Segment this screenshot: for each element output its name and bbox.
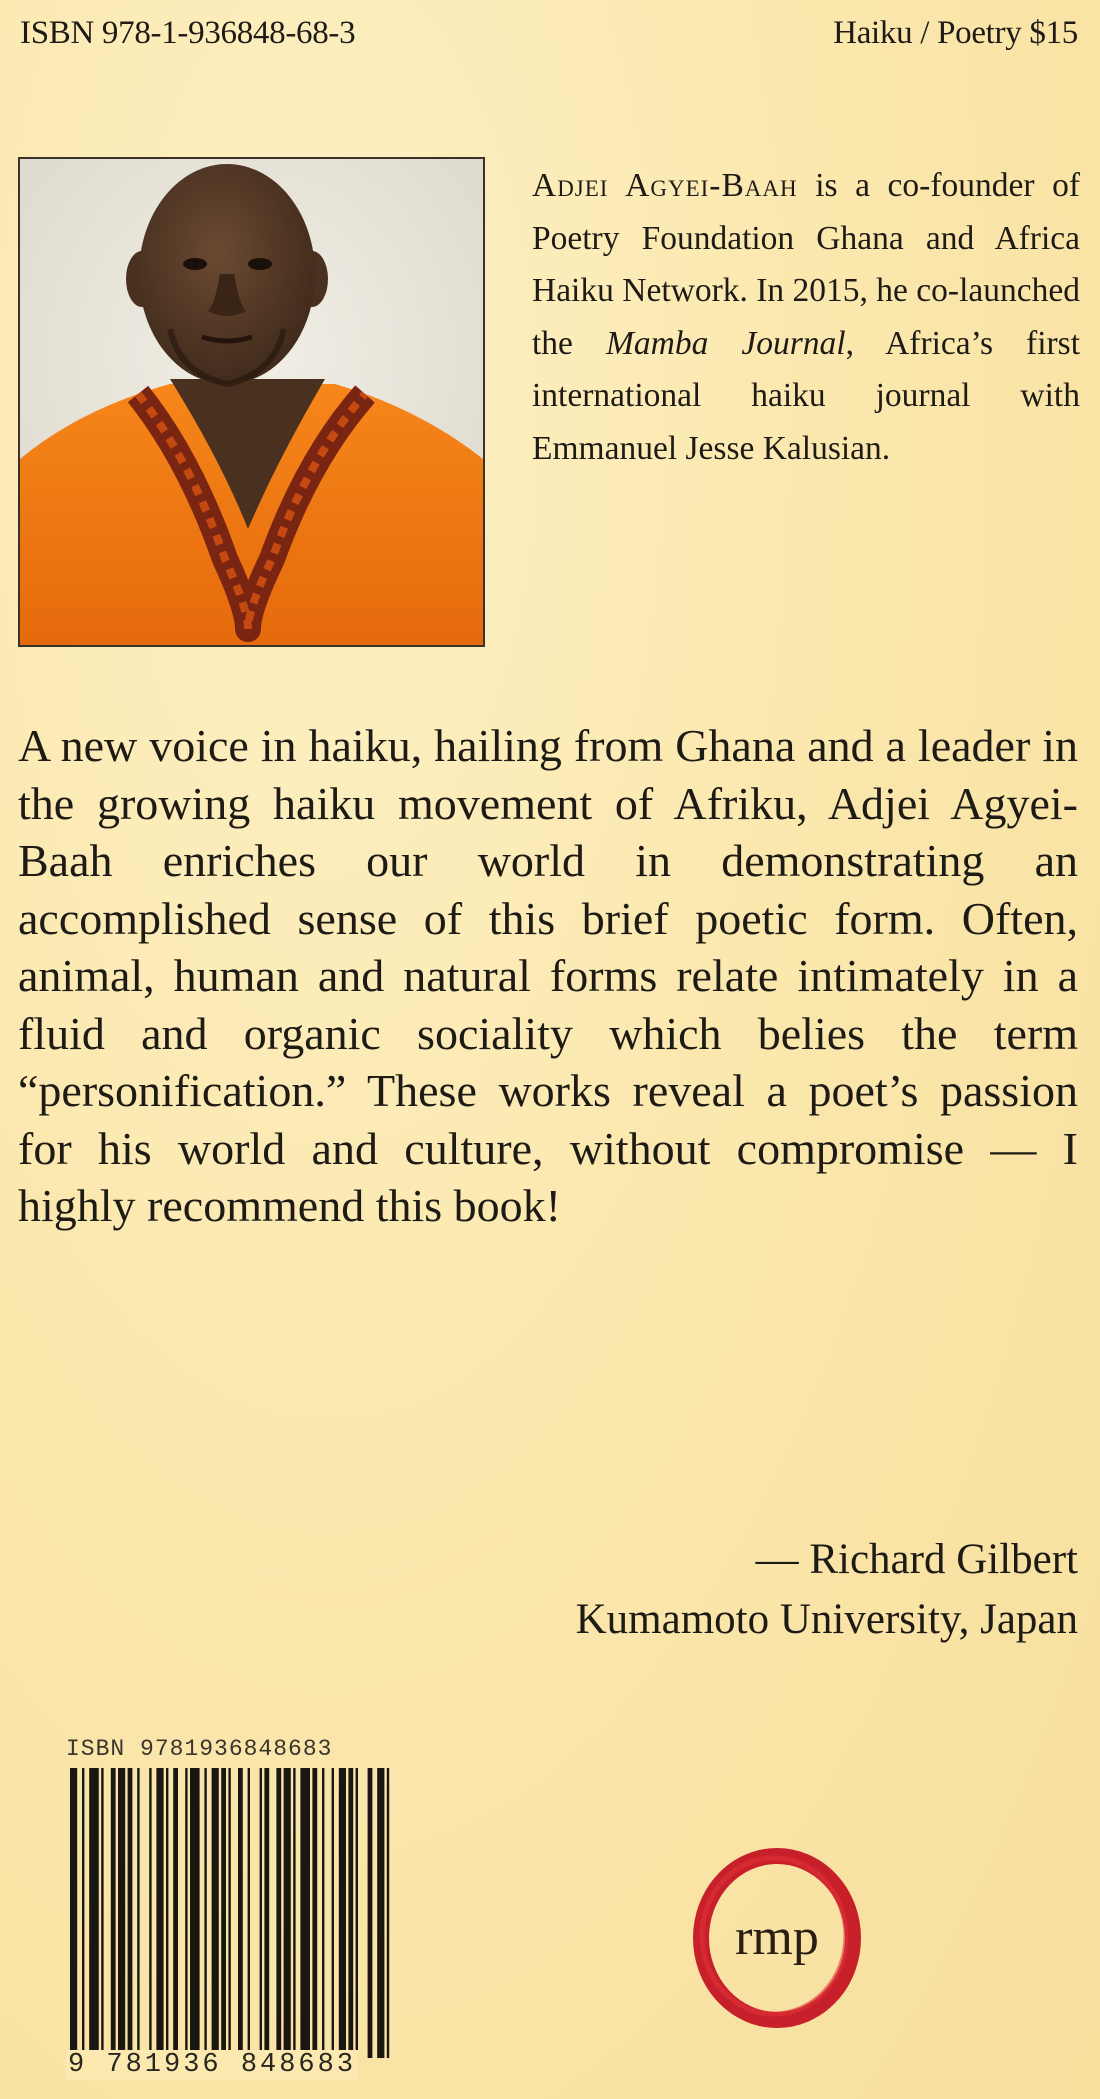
- author-photo: [18, 157, 485, 647]
- barcode-number-text: 9 781936 848683: [68, 2050, 357, 2080]
- price-category-label: Haiku / Poetry $15: [833, 15, 1078, 51]
- blurb-paragraph: A new voice in haiku, hailing from Ghana and a leader in the growing haiku movement of Afriku, Adjei Agyei-Baah enriches our world in demonstrating an accomplished sense of this brief poetic form. Often, animal, human and natural forms relate intimately in a fluid and organic sociality which belies the term “personification.” These works reveal a poet’s passion for his world and culture, without compromise — I highly recommend this book!: [18, 720, 1078, 1231]
- attribution-name: — Richard Gilbert: [755, 1536, 1078, 1583]
- publisher-logo-text: rmp: [735, 1909, 819, 1966]
- publisher-logo: [682, 1838, 872, 2038]
- barcode-bars: [66, 1768, 446, 2058]
- author-bio: [532, 160, 1080, 475]
- attribution: [576, 1530, 1078, 1650]
- bio-text-part2: , Africa’s first international haiku journal with Emmanuel Jesse Kalusian.: [532, 324, 1081, 467]
- bio-text-part1: is a co-founder of Poetry Foundation Ghana and Africa Haiku Network. In 2015, he co-launched the: [532, 167, 1080, 362]
- attribution-affiliation: Kumamoto University, Japan: [575, 1596, 1078, 1643]
- journal-name: Mamba Journal: [605, 324, 846, 362]
- barcode: [66, 1734, 456, 2084]
- author-name: Adjei Agyei-Baah: [532, 167, 798, 204]
- barcode-isbn-text: ISBN 9781936848683: [66, 1736, 333, 1762]
- top-bar: [20, 8, 1078, 58]
- isbn-label: ISBN 978-1-936848-68-3: [20, 15, 356, 51]
